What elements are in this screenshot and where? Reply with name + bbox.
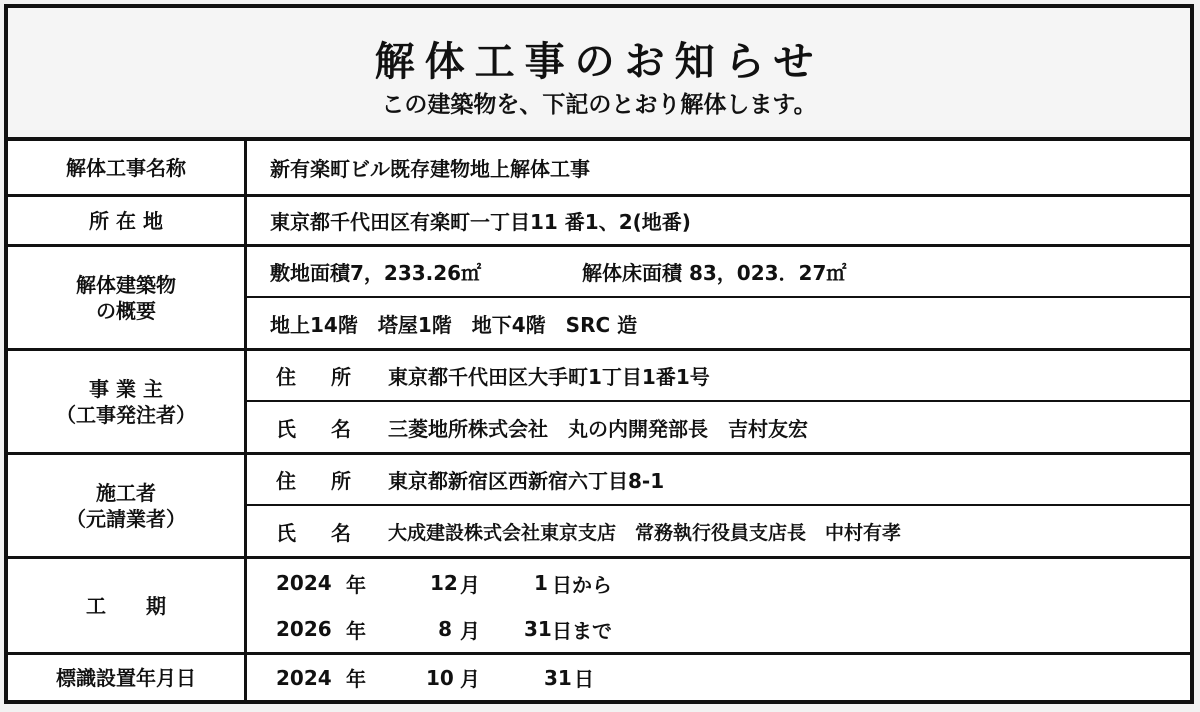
owner-address: 東京都千代田区大手町1丁目1番1号 [388,365,710,389]
label-project-name [8,141,244,194]
posted-day-unit: 日 [574,667,594,691]
end-year-unit: 年 [346,618,366,643]
start-day-unit: 日から [552,572,612,597]
contractor-address: 東京都新宿区西新宿六丁目8-1 [388,469,665,493]
end-day: 31 [524,617,552,641]
value-contractor-address [276,455,1180,504]
notice-subtitle: この建築物を、下記のとおり解体します。 [381,92,817,118]
value-floors [270,298,1180,348]
posted-day: 31 [544,665,572,690]
column-divider [244,141,247,700]
label-building-overview [8,247,244,348]
label-period [8,559,244,652]
floor-area: 解体床面積 83，023．27㎡ [582,261,847,285]
posted-month: 10 [426,665,454,690]
label-text: 解体工事名称 [66,155,186,180]
value-text: 東京都千代田区有楽町一丁目11 番1、2(地番) [270,210,691,234]
notice-table [8,141,1190,700]
value-contractor-name [276,506,1180,556]
label-text: 標識設置年月日 [56,665,196,690]
notice-title: 解体工事のお知らせ [374,39,824,85]
label-text: 解体建築物 [76,272,176,297]
value-period-end [276,607,1180,651]
name-key: 氏 名 [276,416,365,441]
address-key: 住 所 [276,469,365,493]
sign-header [8,8,1190,141]
start-year: 2024 [276,571,332,595]
address-key: 住 所 [276,365,365,389]
start-month-unit: 月 [460,572,480,597]
label-text: 施工者 [96,480,156,505]
label-location [8,197,244,244]
label-text: 事 業 主 [89,376,163,401]
value-project-name [270,141,1180,194]
contractor-name: 大成建設株式会社東京支店 常務執行役員支店長 中村有孝 [388,521,902,544]
end-day-unit: 日まで [552,618,612,643]
value-text: 新有楽町ビル既存建物地上解体工事 [270,157,590,181]
name-key: 氏 名 [276,520,365,545]
start-month: 12 [430,571,458,595]
end-month-unit: 月 [460,618,480,643]
floors-text: 地上14階 塔屋1階 地下4階 SRC 造 [270,312,638,337]
label-text: 工 期 [86,593,166,618]
start-day: 1 [534,571,548,595]
value-location [270,197,1180,244]
end-year: 2026 [276,617,332,641]
value-period-start [276,561,1180,605]
end-month: 8 [438,617,452,641]
value-owner-address [276,351,1180,400]
demolition-notice-sign [4,4,1194,704]
posted-year: 2024 [276,665,332,690]
label-text: （元請業者） [66,506,186,531]
value-owner-name [276,402,1180,452]
site-area: 敷地面積7，233.26㎡ [270,261,482,285]
value-areas [270,247,1180,296]
label-owner [8,351,244,452]
owner-name: 三菱地所株式会社 丸の内開発部長 吉村友宏 [388,416,808,441]
label-posting-date [8,655,244,700]
label-text: 所 在 地 [89,208,163,233]
posted-year-unit: 年 [346,667,366,691]
label-contractor [8,455,244,556]
value-posting-date [276,655,1180,700]
start-year-unit: 年 [346,572,366,597]
label-text: （工事発注者） [56,402,196,427]
label-text: の概要 [96,298,156,323]
posted-month-unit: 月 [460,667,480,691]
